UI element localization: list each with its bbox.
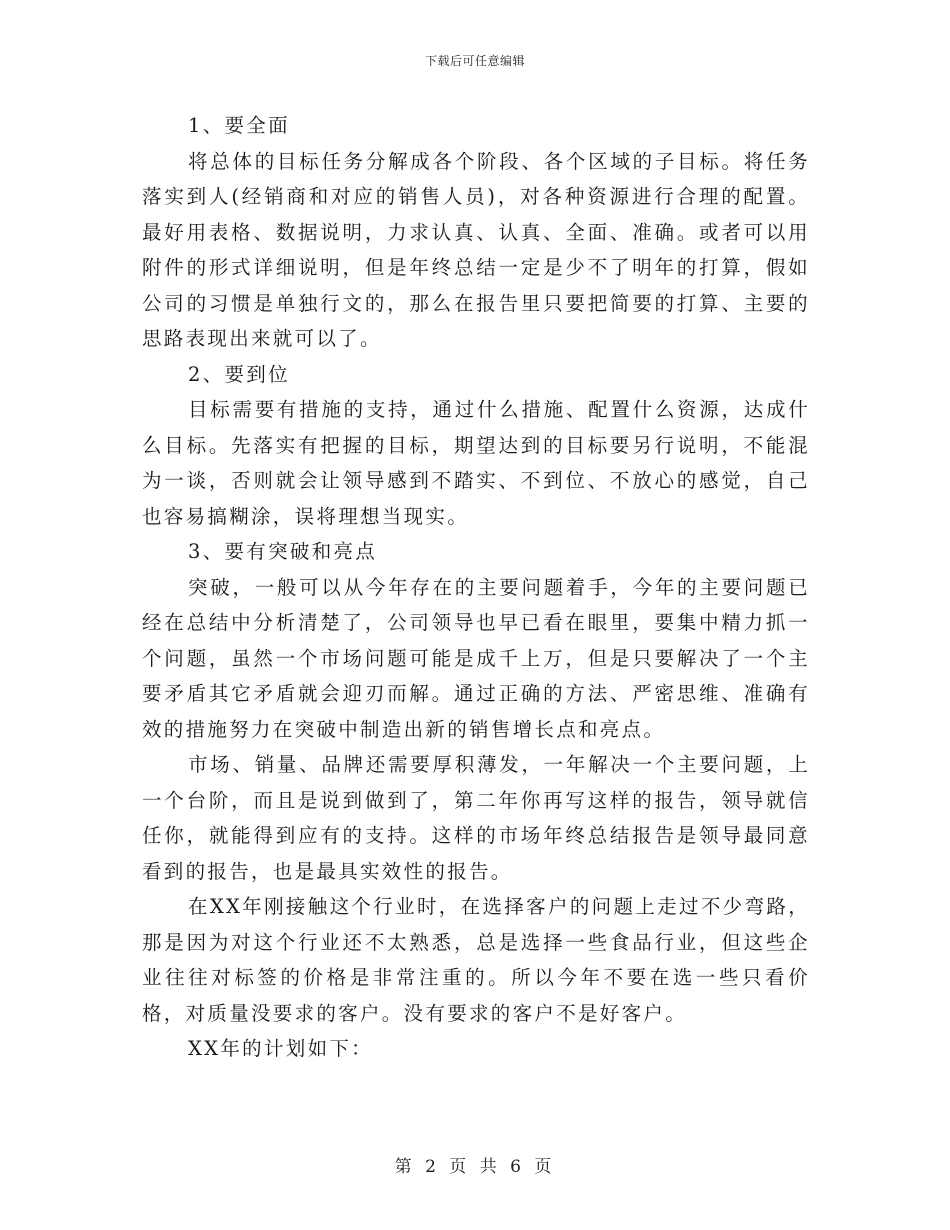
page-footer: 第 2 页 共 6 页 [394, 1157, 556, 1177]
body-paragraph: 市场、销量、品牌还需要厚积薄发，一年解决一个主要问题，上一个台阶，而且是说到做到了，第二年你再写这样的报告，领导就信任你，就能得到应有的支持。这样的市场年终总结报告是领导最同意看到的报告，也是最具实效性的报告。 [142, 753, 810, 883]
body-paragraph: 在XX年刚接触这个行业时，在选择客户的问题上走过不少弯路，那是因为对这个行业还不太熟悉，总是选择一些食品行业，但这些企业往往对标签的价格是非常注重的。所以今年不要在选一些只看价格，对质量没要求的客户。没有要求的客户不是好客户。 [142, 895, 810, 1025]
section-heading-3: 3、要有突破和亮点 [188, 540, 378, 563]
section-heading-2: 2、要到位 [188, 362, 290, 386]
body-paragraph: 突破，一般可以从今年存在的主要问题着手，今年的主要问题已经在总结中分析清楚了，公司领导也早已看在眼里，要集中精力抓一个问题，虽然一个市场问题可能是成千上万，但是只要解决了一个主要矛盾其它矛盾就会迎刃而解。通过正确的方法、严密思维、准确有效的措施努力在突破中制造出新的销售增长点和亮点。 [142, 575, 810, 741]
plan-intro-line: XX年的计划如下： [188, 1037, 373, 1060]
section-heading-1: 1、要全面 [188, 114, 290, 137]
page-header: 下载后可任意编辑 [424, 54, 525, 68]
body-paragraph: 将总体的目标任务分解成各个阶段、各个区域的子目标。将任务落实到人(经销商和对应的销售人员)，对各种资源进行合理的配置。最好用表格、数据说明，力求认真、认真、全面、准确。或者可以用附件的形式详细说明，但是年终总结一定是少不了明年的打算，假如公司的习惯是单独行文的，那么在报告里只要把简要的打算、主要的思路表现出来就可以了。 [142, 149, 810, 350]
body-paragraph: 目标需要有措施的支持，通过什么措施、配置什么资源，达成什么目标。先落实有把握的目标，期望达到的目标要另行说明，不能混为一谈，否则就会让领导感到不踏实、不到位、不放心的感觉，自己也容易搞糊涂，误将理想当现实。 [142, 398, 810, 528]
document-body [142, 108, 810, 1067]
